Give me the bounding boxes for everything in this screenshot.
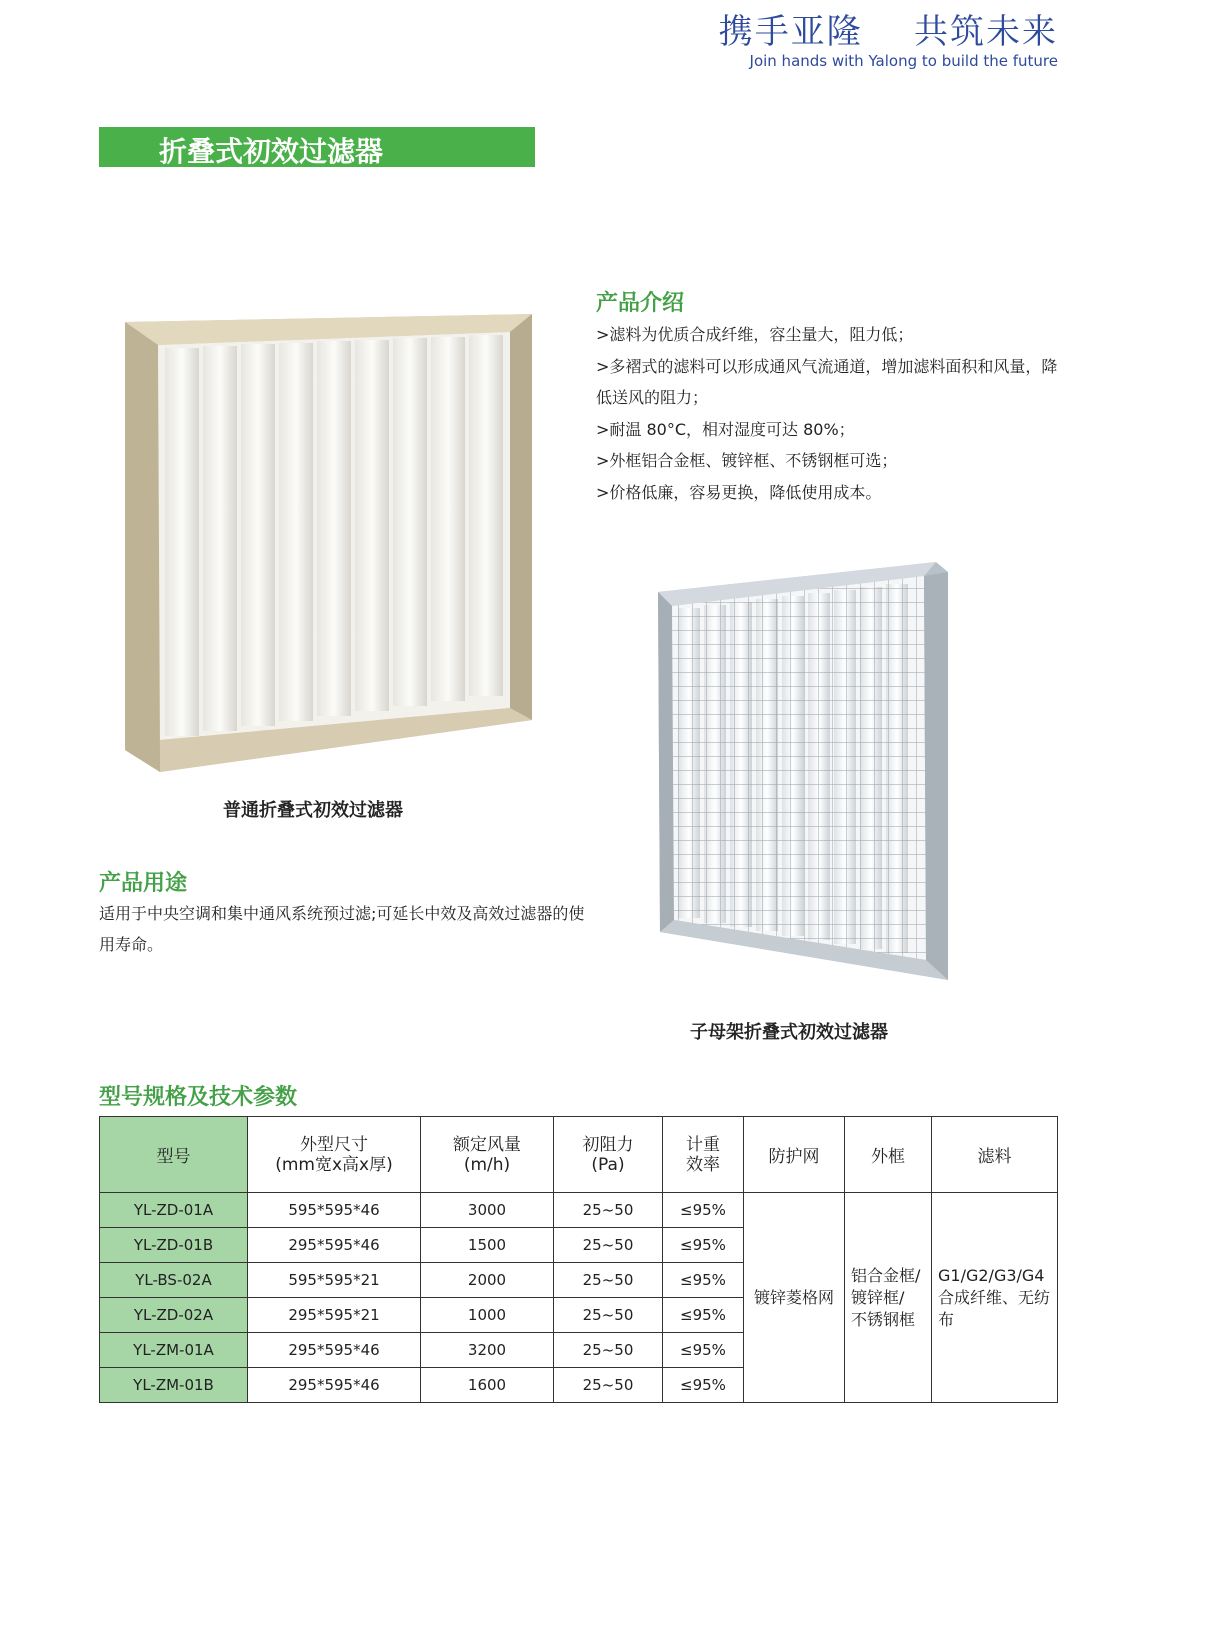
col-header-resistance <box>554 1117 663 1193</box>
mesh-filter-illustration <box>650 560 955 990</box>
cell-media <box>932 1193 1058 1403</box>
cell-airflow: 3000 <box>421 1193 554 1228</box>
mesh-filter-caption: 子母架折叠式初效过滤器 <box>690 1022 888 1043</box>
spec-header-row <box>100 1117 1058 1193</box>
cell-resistance: 25~50 <box>554 1368 663 1403</box>
spec-table <box>99 1116 1058 1403</box>
cell-efficiency: ≤95% <box>663 1263 744 1298</box>
intro-item: >滤料为优质合成纤维，容尘量大，阻力低； <box>596 325 914 344</box>
col-header-media: 滤料 <box>932 1117 1058 1193</box>
cell-resistance: 25~50 <box>554 1193 663 1228</box>
cell-airflow: 1600 <box>421 1368 554 1403</box>
cell-model: YL-ZD-01A <box>100 1193 248 1228</box>
cell-model: YL-ZD-01B <box>100 1228 248 1263</box>
col-header-frame: 外框 <box>845 1117 932 1193</box>
cell-size: 595*595*46 <box>248 1193 421 1228</box>
spec-heading: 型号规格及技术参数 <box>99 1085 298 1110</box>
cell-model: YL-BS-02A <box>100 1263 248 1298</box>
intro-item: >价格低廉，容易更换，降低使用成本。 <box>596 482 882 502</box>
cell-frame <box>845 1193 932 1403</box>
cell-resistance: 25~50 <box>554 1298 663 1333</box>
col-header-size-text: 外型尺寸 (mm宽x高x厚) <box>275 1134 393 1175</box>
cell-airflow: 2000 <box>421 1263 554 1298</box>
cell-size: 295*595*46 <box>248 1368 421 1403</box>
page-title-bar <box>99 127 535 167</box>
standard-filter-image <box>120 310 540 780</box>
cell-efficiency: ≤95% <box>663 1333 744 1368</box>
usage-text: 适用于中央空调和集中通风系统预过滤;可延长中效及高效过滤器的使用寿命。 <box>99 904 585 954</box>
table-row <box>100 1193 1058 1228</box>
cell-resistance: 25~50 <box>554 1333 663 1368</box>
cell-size: 295*595*21 <box>248 1298 421 1333</box>
cell-resistance: 25~50 <box>554 1228 663 1263</box>
col-header-resistance-text: 初阻力 (Pa) <box>582 1134 634 1175</box>
mesh-filter-image <box>650 560 955 990</box>
intro-item: >外框铝合金框、镀锌框、不锈钢框可选； <box>596 451 898 470</box>
intro-item: >多褶式的滤料可以形成通风气流通道，增加滤料面积和风量，降低送风的阻力； <box>596 356 1058 407</box>
cell-airflow: 1000 <box>421 1298 554 1333</box>
cell-model: YL-ZD-02A <box>100 1298 248 1333</box>
standard-filter-illustration <box>120 310 540 780</box>
col-header-airflow <box>421 1117 554 1193</box>
cell-model: YL-ZM-01A <box>100 1333 248 1368</box>
col-header-mesh: 防护网 <box>744 1117 845 1193</box>
cell-size: 295*595*46 <box>248 1333 421 1368</box>
intro-list <box>596 319 1071 508</box>
cell-efficiency: ≤95% <box>663 1298 744 1333</box>
col-header-efficiency <box>663 1117 744 1193</box>
page-title: 折叠式初效过滤器 <box>159 135 384 168</box>
cell-airflow: 3200 <box>421 1333 554 1368</box>
cell-mesh: 镀锌菱格网 <box>744 1193 845 1403</box>
cell-model: YL-ZM-01B <box>100 1368 248 1403</box>
header-slogan-en: Join hands with Yalong to build the future <box>749 52 1058 70</box>
intro-heading: 产品介绍 <box>596 291 685 316</box>
usage-heading: 产品用途 <box>99 871 188 896</box>
col-header-size <box>248 1117 421 1193</box>
cell-size: 595*595*21 <box>248 1263 421 1298</box>
header-slogan-cn: 携手亚隆 共筑未来 <box>718 12 1058 52</box>
cell-size: 295*595*46 <box>248 1228 421 1263</box>
standard-filter-caption: 普通折叠式初效过滤器 <box>223 800 403 821</box>
col-header-model: 型号 <box>100 1117 248 1193</box>
cell-resistance: 25~50 <box>554 1263 663 1298</box>
col-header-airflow-text: 额定风量 (m/h) <box>453 1134 521 1175</box>
cell-efficiency: ≤95% <box>663 1368 744 1403</box>
intro-item: >耐温 80°C，相对湿度可达 80%； <box>596 419 855 439</box>
cell-frame-text: 铝合金框/ 镀锌框/ 不锈钢框 <box>851 1265 921 1329</box>
cell-efficiency: ≤95% <box>663 1193 744 1228</box>
cell-media-text: G1/G2/G3/G4 合成纤维、无纺布 <box>938 1265 1051 1329</box>
col-header-efficiency-text: 计重 效率 <box>686 1134 720 1175</box>
cell-airflow: 1500 <box>421 1228 554 1263</box>
cell-efficiency: ≤95% <box>663 1228 744 1263</box>
